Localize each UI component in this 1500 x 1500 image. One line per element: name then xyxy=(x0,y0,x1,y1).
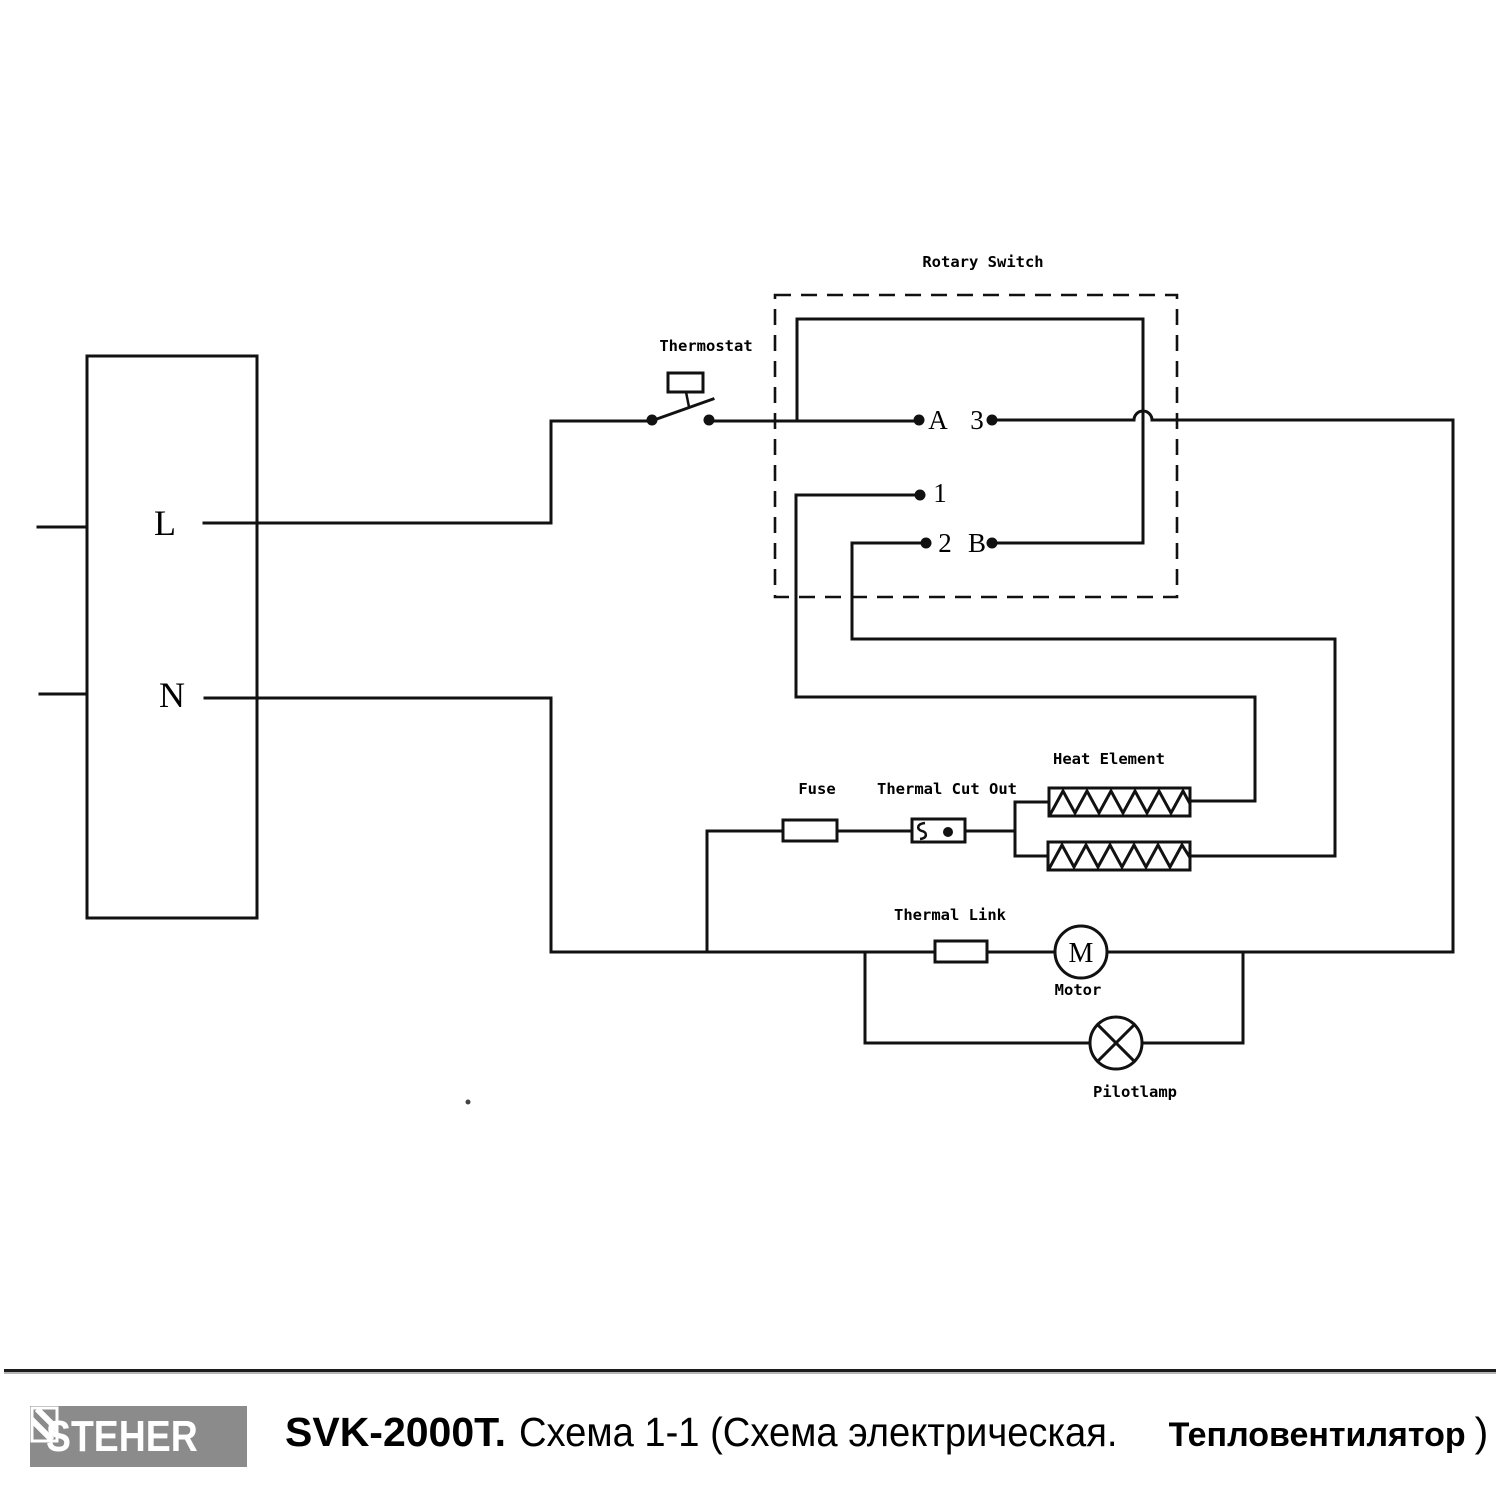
brand-name: STEHER xyxy=(46,1411,198,1461)
contact-b-label: B xyxy=(967,528,987,558)
thermostat-label: Thermostat xyxy=(659,337,753,355)
contact-1-dot xyxy=(915,490,926,501)
thermal-link-label: Thermal Link xyxy=(894,906,1006,924)
contact-a-label: A xyxy=(928,405,948,435)
thermostat-stem xyxy=(686,392,689,407)
print-artifact-dot xyxy=(466,1100,471,1105)
footer-divider xyxy=(4,1369,1496,1372)
thermostat-blade xyxy=(654,399,713,420)
fuse-symbol xyxy=(783,820,837,841)
motor-letter: M xyxy=(1068,938,1094,969)
footer-divider-shadow xyxy=(4,1372,1496,1374)
brand-logo xyxy=(30,1406,247,1467)
fuse-label: Fuse xyxy=(798,780,836,798)
figure-caption xyxy=(285,1409,1489,1455)
thermal-cut-out-bimetal xyxy=(918,823,926,839)
contact-2-dot xyxy=(921,538,932,549)
wire-contact2-to-heater-bottom xyxy=(852,543,1335,856)
wire-neutral-bus xyxy=(205,698,1453,952)
contact-1-label: 1 xyxy=(933,478,947,508)
thermostat-body xyxy=(668,373,703,392)
thermal-cut-out-dot xyxy=(943,827,953,837)
caption-device: Тепловентилятор xyxy=(1168,1416,1466,1454)
wire-contact1-to-heater-top xyxy=(796,495,1255,801)
contact-a-dot xyxy=(914,415,925,426)
wire-contact3-right xyxy=(1152,420,1453,952)
contact-b-dot xyxy=(987,538,998,549)
heat-element-label: Heat Element xyxy=(1053,750,1165,768)
wire-fuse-branch xyxy=(707,802,1049,952)
rotary-switch-label: Rotary Switch xyxy=(922,253,1044,271)
model-number: SVK-2000T. xyxy=(285,1409,507,1455)
contact-3-label: 3 xyxy=(970,405,984,435)
heat-element-bottom-coil xyxy=(1050,845,1189,867)
contact-2-label: 2 xyxy=(938,528,952,558)
caption-text: Схема 1-1 (Схема электрическая. xyxy=(519,1409,1118,1455)
motor-label: Motor xyxy=(1054,981,1102,999)
heat-element-top-coil xyxy=(1051,791,1189,813)
pilotlamp-label: Pilotlamp xyxy=(1093,1083,1177,1101)
terminal-label-n: N xyxy=(159,675,185,715)
thermostat-contact-dot-left xyxy=(647,415,658,426)
thermal-link-symbol xyxy=(935,941,987,962)
terminal-label-l: L xyxy=(154,503,176,543)
mains-terminal-block xyxy=(87,356,257,918)
caption-close-paren: ) xyxy=(1474,1409,1489,1455)
wire-live xyxy=(204,421,652,523)
thermal-cut-out-label: Thermal Cut Out xyxy=(877,780,1017,798)
contact-3-dot xyxy=(987,415,998,426)
